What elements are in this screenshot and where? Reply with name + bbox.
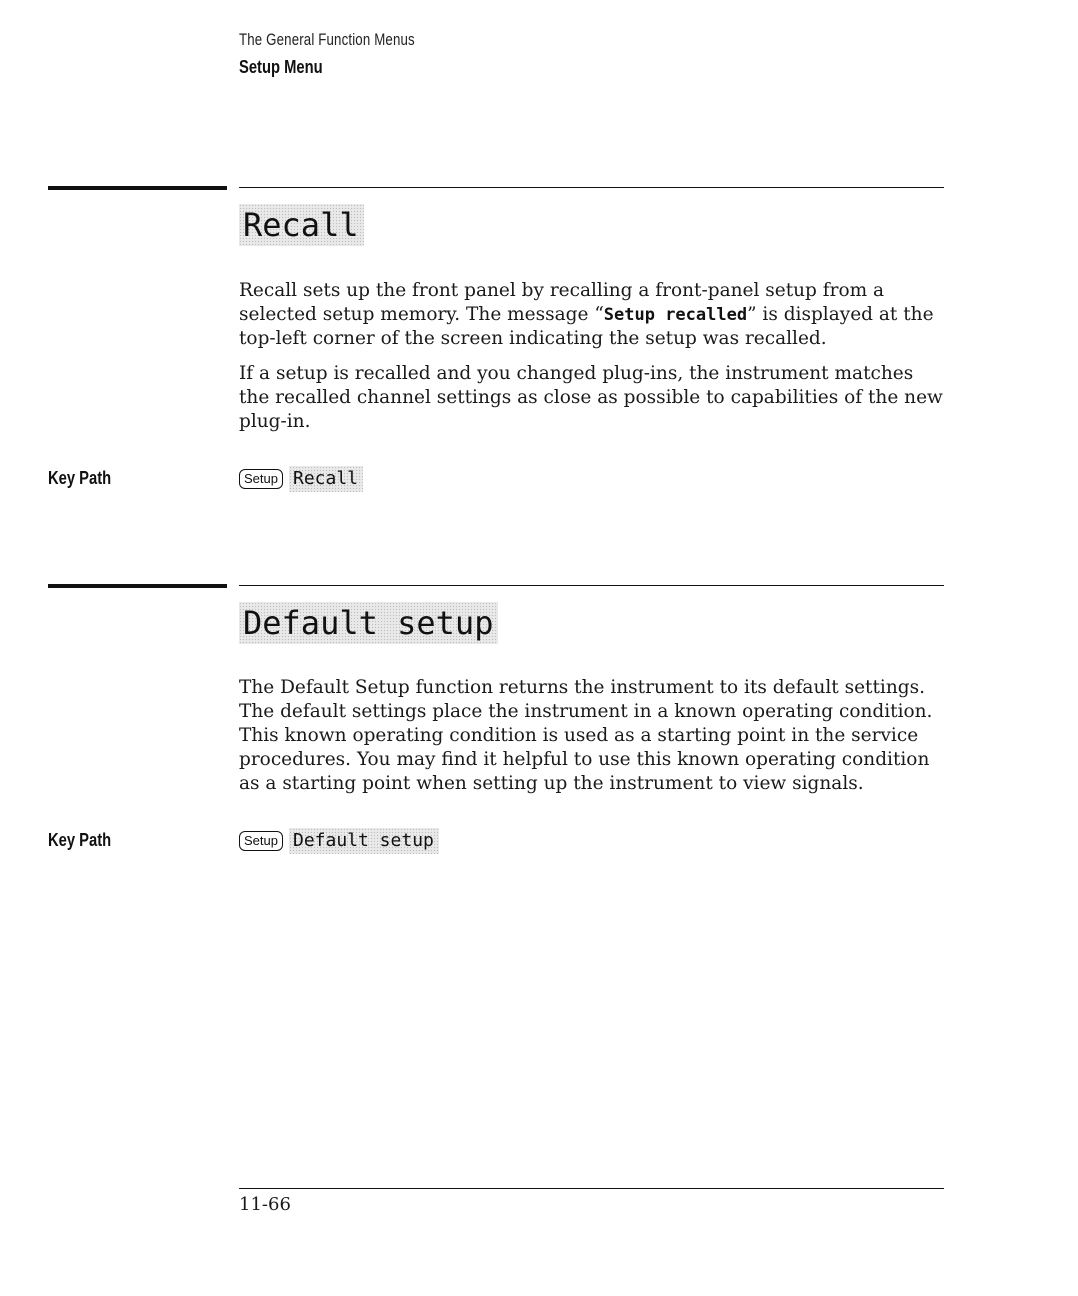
- default-setup-heading: Default setup: [239, 602, 498, 644]
- section-rule-thick: [48, 186, 227, 190]
- key-path-label: Key Path: [48, 830, 112, 850]
- footer-rule: [239, 1188, 944, 1189]
- paragraph-text: Recall sets up the front panel by recalling a front-panel setup from a selected setup memory. The message “: [239, 280, 885, 325]
- key-path-default-setup: [239, 828, 439, 854]
- default-setup-paragraph-1: The Default Setup function returns the instrument to its default settings. The default settings place the instrument in a known operating condition. This known operating condition is used as a starting point in the service procedures. You may ﬁnd it helpful to use this known operating condition as a starting point when setting up the instrument to view signals.: [239, 677, 933, 794]
- section-rule-thick: [48, 584, 227, 588]
- recall-description: [239, 279, 949, 445]
- section-rule-thin: [239, 585, 944, 586]
- recall-softkey: Recall: [289, 466, 363, 492]
- recall-paragraph-1: [239, 279, 949, 351]
- recall-paragraph-2: If a setup is recalled and you changed plug-ins, the instrument matches the recalled channel settings as close as possible to capabilities of the new plug-in.: [239, 363, 943, 432]
- default-setup-description: [239, 676, 949, 807]
- paragraph-text: ” is displayed at the top-left corner of the screen indicating the setup was recalled.: [239, 304, 934, 349]
- message-code: Setup recalled: [603, 305, 748, 325]
- setup-hardkey: Setup: [239, 469, 283, 489]
- recall-heading: Recall: [239, 204, 364, 246]
- chapter-title: The General Function Menus: [239, 30, 415, 49]
- section-rule-thin: [239, 187, 944, 188]
- default-setup-softkey: Default setup: [289, 828, 439, 854]
- key-path-recall: [239, 466, 363, 492]
- running-header: [239, 30, 464, 78]
- setup-hardkey: Setup: [239, 831, 283, 851]
- page-number: 11-66: [239, 1194, 291, 1215]
- section-title: Setup Menu: [239, 57, 323, 77]
- key-path-label: Key Path: [48, 468, 112, 488]
